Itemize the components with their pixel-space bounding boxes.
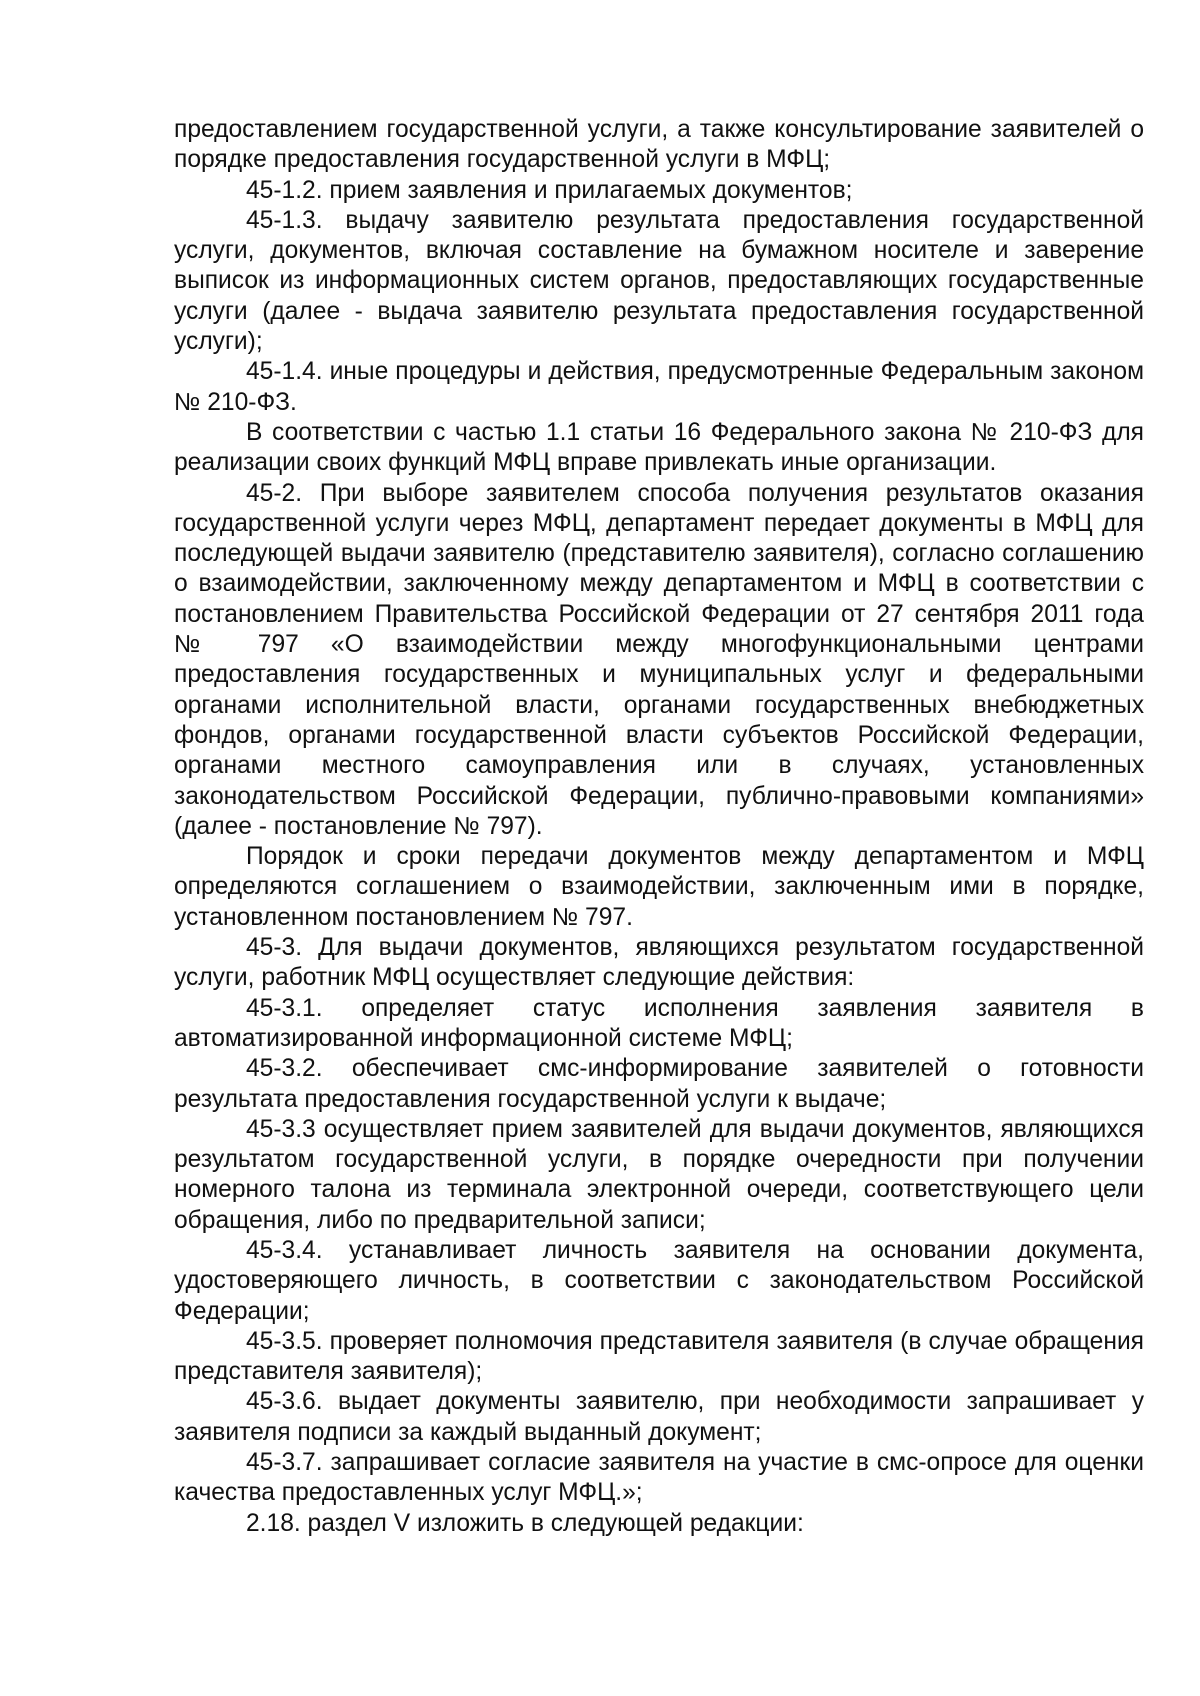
paragraph-45-3-6: 45-3.6. выдает документы заявителю, при необходимости запрашивает у заявителя подписи за каждый выданный документ; — [174, 1388, 1144, 1446]
paragraph-2-18: 2.18. раздел V изложить в следующей редакции: — [246, 1509, 804, 1537]
paragraph-45-3-5: 45-3.5. проверяет полномочия представителя заявителя (в случае обращения представителя заявителя); — [174, 1327, 1144, 1386]
paragraph-45-1-3: 45-1.3. выдачу заявителю результата предоставления государственной услуги, документов, включая составление на бумажном носителе и заверение выписок из информационных систем органов, предоставляющих государственные услуги (далее - выдача заявителю результата предоставления государственной услуги); — [174, 206, 1144, 356]
paragraph-45-1-2: 45-1.2. прием заявления и прилагаемых документов; — [246, 176, 853, 204]
paragraph-45-3-1: 45-3.1. определяет статус исполнения заявления заявителя в автоматизированной информационной системе МФЦ; — [174, 994, 1144, 1052]
paragraph-continuation: предоставлением государственной услуги, а также консультирование заявителей о порядке предоставления государственной услуги в МФЦ; — [174, 116, 1144, 174]
paragraph-45-3: 45-3. Для выдачи документов, являющихся результатом государственной услуги, работник МФЦ осуществляет следующие действия: — [174, 934, 1144, 992]
paragraph-45-3-4: 45-3.4. устанавливает личность заявителя на основании документа, удостоверяющего личность, в соответствии с законодательством Российской Федерации; — [174, 1236, 1144, 1325]
paragraph-45-1-4: 45-1.4. иные процедуры и действия, предусмотренные Федеральным законом № 210-ФЗ. — [174, 358, 1144, 416]
paragraph-45-2: 45-2. При выборе заявителем способа получения результатов оказания государственной услуги через МФЦ, департамент передает документы в МФЦ для последующей выдачи заявителю (представителю заявителя), согласно соглашению о взаимодействии, заключенному между департаментом и МФЦ в соответствии с постановлением Правительства Российской Федерации от 27 сентября 2011 года № 797 «О взаимодействии между многофункциональными центрами предоставления государственных и муниципальных услуг и федеральными органами исполнительной власти, органами государственных внебюджетных фондов, органами государственной власти субъектов Российской Федерации, органами местного самоуправления или в случаях, установленных законодательством Российской Федерации, публично-правовыми компаниями» (далее - постановление № 797). — [174, 479, 1144, 840]
paragraph-45-3-2: 45-3.2. обеспечивает смс-информирование заявителей о готовности результата предоставления государственной услуги к выдаче; — [174, 1055, 1144, 1113]
paragraph-45-3-7: 45-3.7. запрашивает согласие заявителя на участие в смс-опросе для оценки качества предоставленных услуг МФЦ.»; — [174, 1449, 1144, 1507]
paragraph-45-3-3: 45-3.3 осуществляет прием заявителей для выдачи документов, являющихся результатом государственной услуги, в порядке очередности при получении номерного талона из терминала электронной очереди, соответствующего цели обращения, либо по предварительной записи; — [174, 1115, 1144, 1234]
paragraph-transfer-order: Порядок и сроки передачи документов между департаментом и МФЦ определяются соглашением о взаимодействии, заключенным ими в порядке, установленном постановлением № 797. — [174, 843, 1144, 931]
document-page — [174, 115, 1144, 1539]
paragraph-article-16: В соответствии с частью 1.1 статьи 16 Федерального закона № 210-ФЗ для реализации своих функций МФЦ вправе привлекать иные организации. — [174, 418, 1144, 477]
